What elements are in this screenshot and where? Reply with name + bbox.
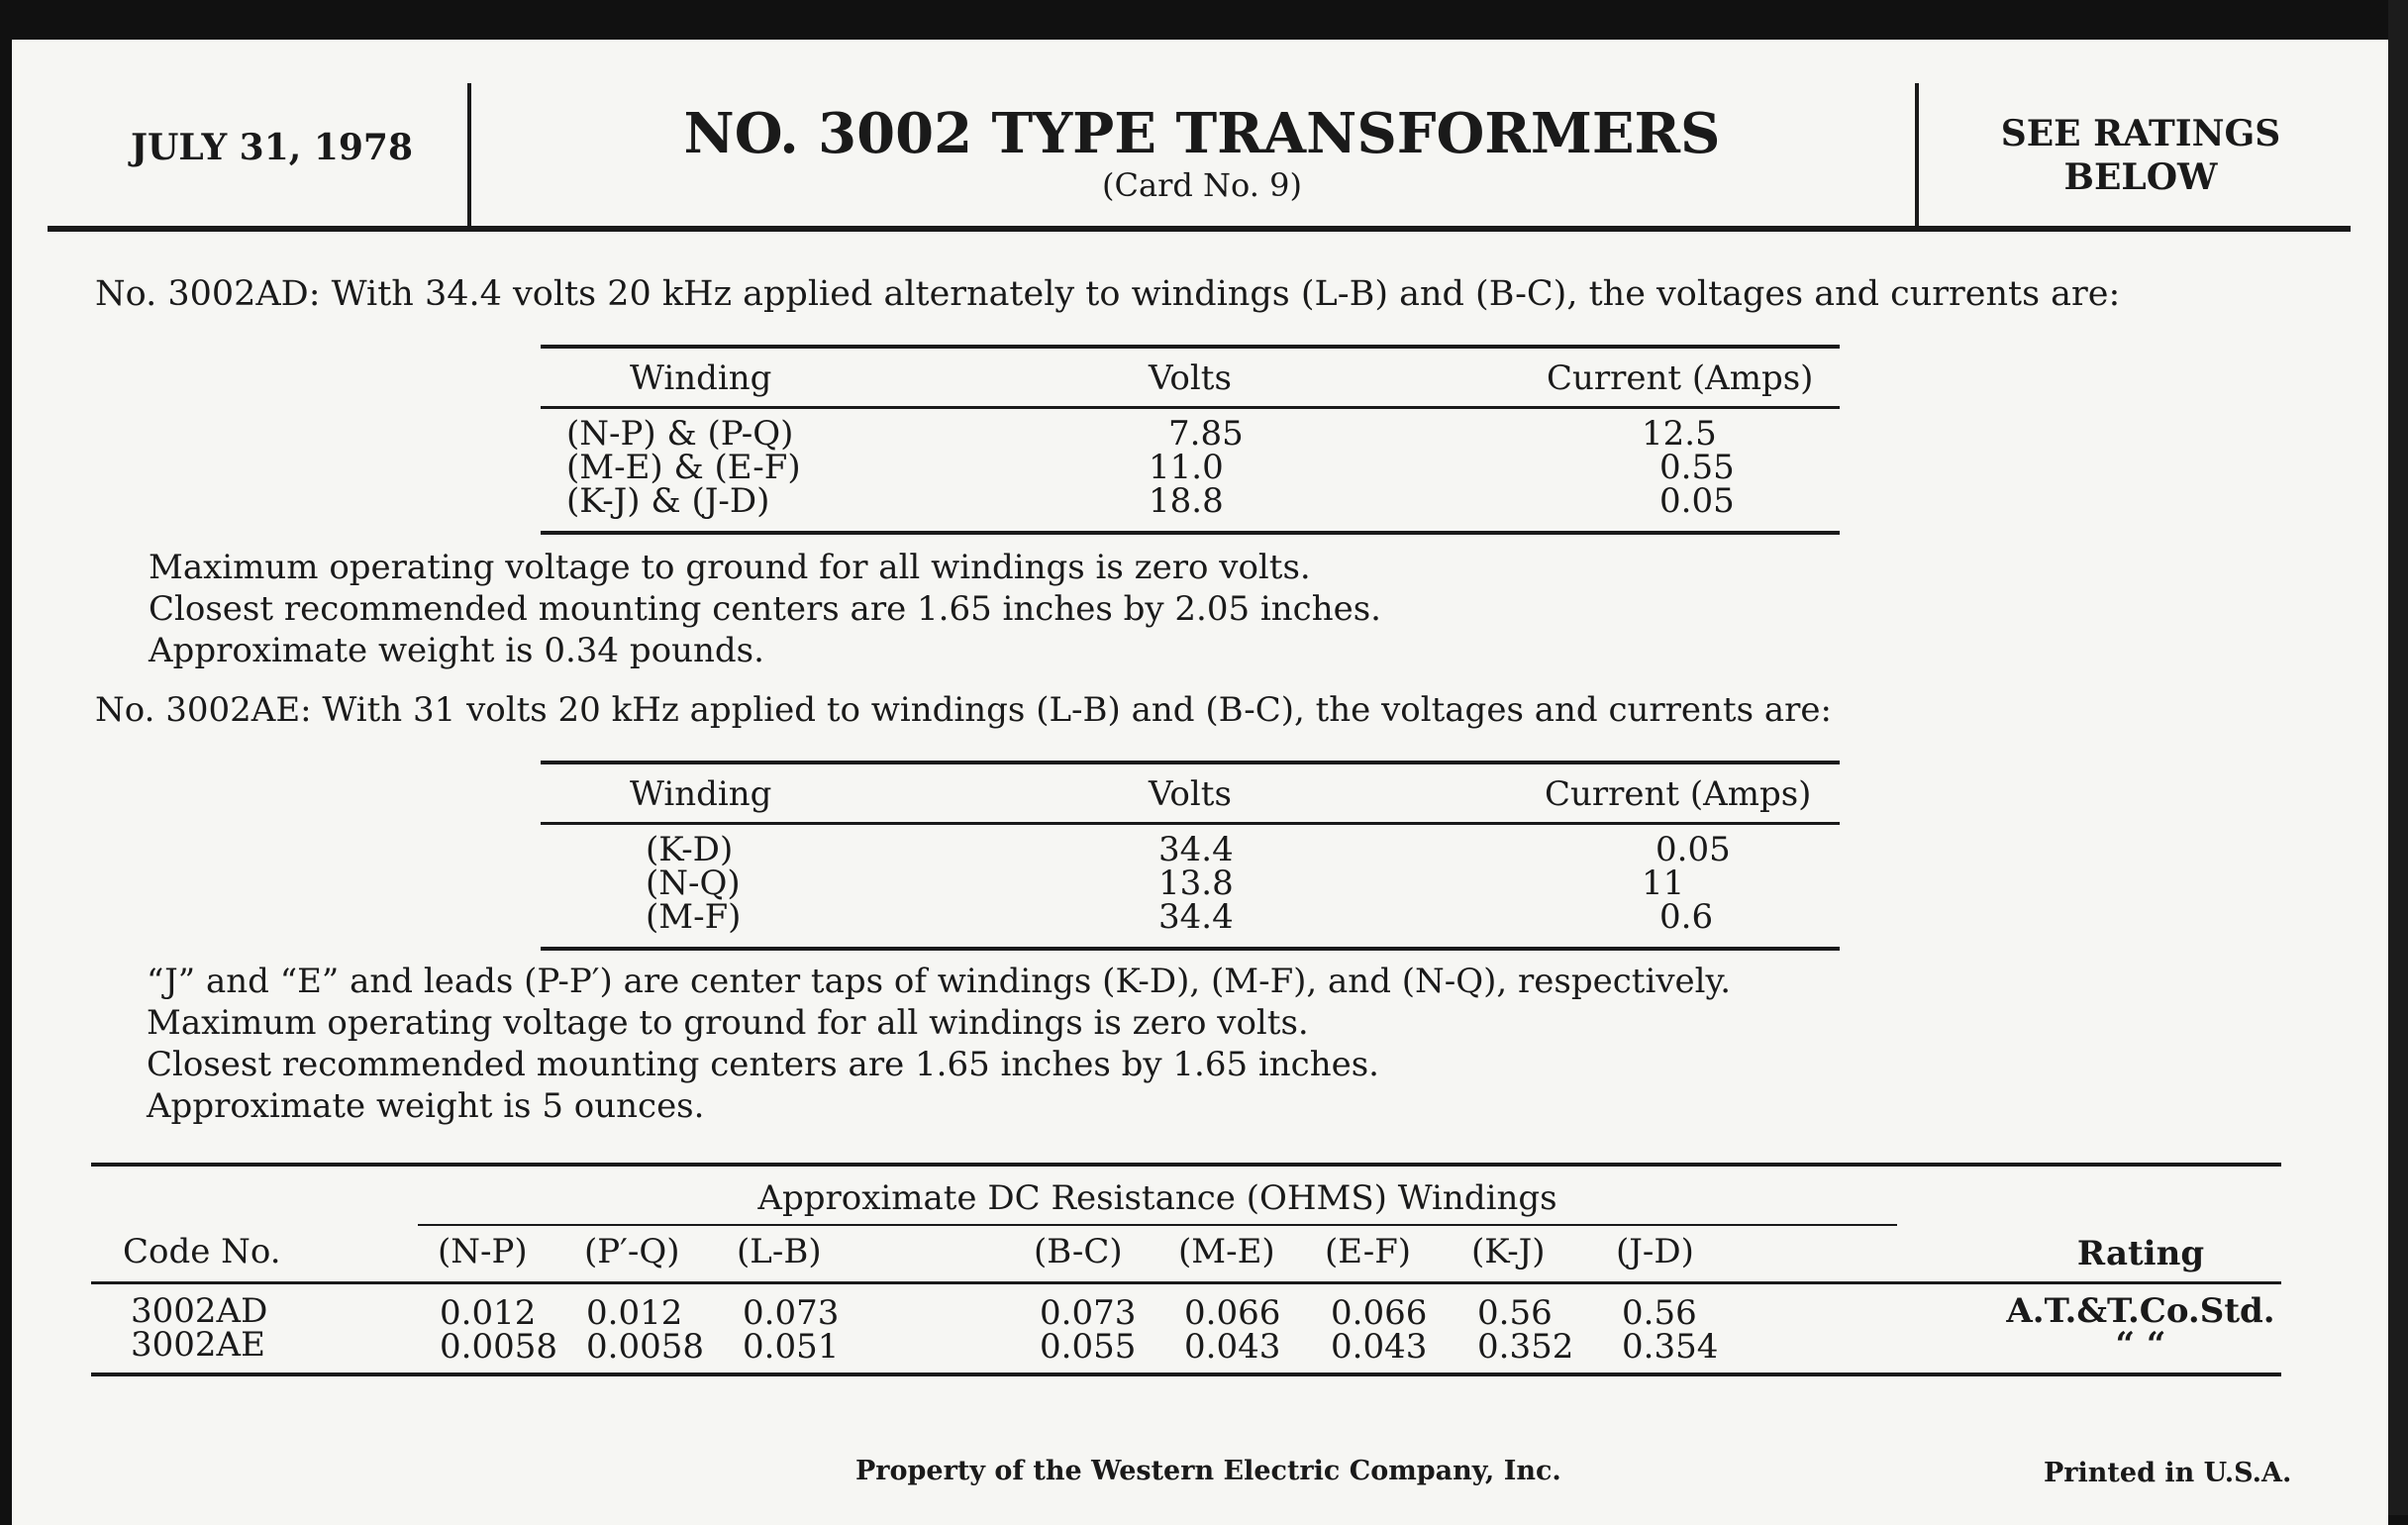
table-rule-header — [541, 822, 1840, 825]
winding-header-kj: (K-J) — [1471, 1232, 1546, 1271]
current-cell: 0.55 — [1659, 448, 1735, 487]
resistance-cell: 0.012 — [586, 1293, 683, 1333]
resistance-cell: 0.066 — [1184, 1293, 1281, 1333]
resistance-rule-header — [91, 1281, 2281, 1284]
header-rule — [48, 226, 2351, 232]
ratings-note-line2: BELOW — [2063, 156, 2218, 198]
header-divider-left — [467, 83, 471, 230]
column-header-current: Current (Amps) — [1545, 774, 1812, 814]
winding-cell: (N-P) & (P-Q) — [566, 414, 794, 454]
winding-cell: (M-E) & (E-F) — [566, 448, 801, 487]
section-ad-note: Approximate weight is 0.34 pounds. — [149, 631, 764, 670]
resistance-group-rule — [418, 1224, 1897, 1226]
code-cell: 3002AD — [131, 1291, 268, 1331]
resistance-cell: 0.56 — [1477, 1293, 1553, 1333]
winding-cell: (M-F) — [646, 897, 742, 937]
code-header: Code No. — [123, 1232, 281, 1271]
volts-cell: 13.8 — [1158, 864, 1234, 903]
section-ae-note: Approximate weight is 5 ounces. — [147, 1086, 705, 1126]
resistance-cell: 0.043 — [1331, 1327, 1428, 1367]
resistance-cell: 0.0058 — [586, 1327, 704, 1367]
current-cell: 0.6 — [1659, 897, 1714, 937]
section-ad-note: Closest recommended mounting centers are 1.65 inches by 2.05 inches. — [149, 589, 1381, 629]
volts-cell: 34.4 — [1158, 830, 1234, 869]
section-ae-note: Maximum operating voltage to ground for all windings is zero volts. — [147, 1003, 1309, 1043]
card-title: NO. 3002 TYPE TRANSFORMERS — [683, 101, 1721, 166]
resistance-cell: 0.56 — [1622, 1293, 1697, 1333]
volts-cell: 7.85 — [1168, 414, 1244, 454]
printed-notice: Printed in U.S.A. — [2044, 1458, 2292, 1488]
section-ad-note: Maximum operating voltage to ground for all windings is zero volts. — [149, 548, 1311, 587]
data-card — [12, 40, 2388, 1525]
volts-cell: 18.8 — [1149, 481, 1224, 521]
current-cell: 0.05 — [1659, 481, 1735, 521]
rating-cell: A.T.&T.Co.Std. — [2006, 1291, 2275, 1331]
card-subtitle: (Card No. 9) — [1102, 166, 1302, 204]
winding-header-pq: (P′-Q) — [584, 1232, 680, 1271]
card-date: JULY 31, 1978 — [131, 127, 414, 168]
column-header-volts: Volts — [1149, 358, 1232, 398]
table-rule-bottom — [541, 531, 1840, 535]
section-ae-intro: No. 3002AE: With 31 volts 20 kHz applied to windings (L-B) and (B-C), the voltages and currents are: — [95, 690, 1832, 730]
code-cell: 3002AE — [131, 1325, 265, 1365]
current-cell: 0.05 — [1656, 830, 1731, 869]
table-rule-bottom — [541, 947, 1840, 951]
current-cell: 11 — [1642, 864, 1685, 903]
section-ae-note: “J” and “E” and leads (P-P′) are center taps of windings (K-D), (M-F), and (N-Q), respectively. — [147, 962, 1732, 1001]
winding-cell: (N-Q) — [646, 864, 741, 903]
rating-ditto-cell: “ “ — [2115, 1325, 2166, 1365]
resistance-cell: 0.354 — [1622, 1327, 1719, 1367]
current-cell: 12.5 — [1642, 414, 1717, 454]
ratings-note-line1: SEE RATINGS — [2000, 113, 2281, 154]
resistance-rule-top — [91, 1163, 2281, 1167]
winding-header-np: (N-P) — [438, 1232, 528, 1271]
rating-header: Rating — [2076, 1234, 2205, 1273]
table-rule-top — [541, 345, 1840, 349]
table-rule-header — [541, 406, 1840, 409]
volts-cell: 11.0 — [1149, 448, 1224, 487]
resistance-cell: 0.055 — [1040, 1327, 1137, 1367]
winding-header-me: (M-E) — [1178, 1232, 1275, 1271]
column-header-current: Current (Amps) — [1547, 358, 1814, 398]
resistance-cell: 0.0058 — [440, 1327, 557, 1367]
column-header-winding: Winding — [630, 358, 772, 398]
resistance-cell: 0.352 — [1477, 1327, 1574, 1367]
resistance-group-title: Approximate DC Resistance (OHMS) Windings — [757, 1178, 1557, 1218]
table-rule-top — [541, 761, 1840, 764]
resistance-cell: 0.073 — [1040, 1293, 1137, 1333]
resistance-cell: 0.073 — [743, 1293, 840, 1333]
resistance-cell: 0.066 — [1331, 1293, 1428, 1333]
section-ae-note: Closest recommended mounting centers are 1.65 inches by 1.65 inches. — [147, 1045, 1379, 1084]
column-header-volts: Volts — [1149, 774, 1232, 814]
section-ad-intro: No. 3002AD: With 34.4 volts 20 kHz applied alternately to windings (L-B) and (B-C), the voltages and currents are: — [95, 274, 2121, 314]
winding-header-lb: (L-B) — [737, 1232, 822, 1271]
winding-cell: (K-D) — [646, 830, 734, 869]
header-divider-right — [1915, 83, 1919, 230]
resistance-cell: 0.012 — [440, 1293, 537, 1333]
winding-header-ef: (E-F) — [1325, 1232, 1412, 1271]
property-notice: Property of the Western Electric Company, Inc. — [855, 1456, 1561, 1486]
resistance-cell: 0.043 — [1184, 1327, 1281, 1367]
scan-edge — [2388, 0, 2408, 1515]
winding-header-bc: (B-C) — [1034, 1232, 1123, 1271]
winding-header-jd: (J-D) — [1616, 1232, 1694, 1271]
resistance-rule-bottom — [91, 1372, 2281, 1376]
resistance-cell: 0.051 — [743, 1327, 840, 1367]
column-header-winding: Winding — [630, 774, 772, 814]
volts-cell: 34.4 — [1158, 897, 1234, 937]
winding-cell: (K-J) & (J-D) — [566, 481, 770, 521]
